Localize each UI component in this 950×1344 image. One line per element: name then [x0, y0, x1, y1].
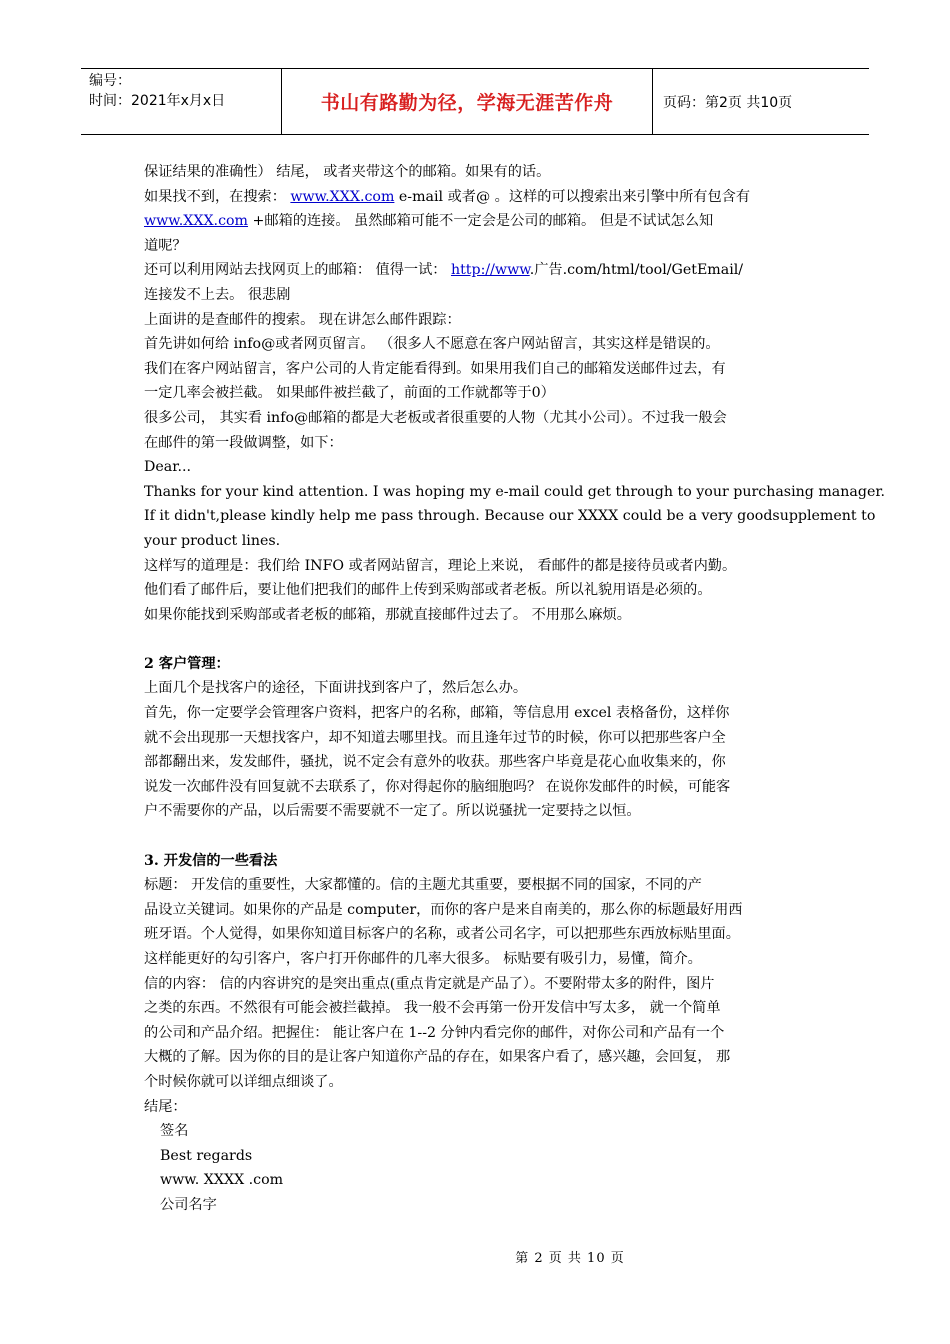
page-header [81, 68, 869, 135]
body-line: 这样能更好的勾引客户，客户打开你邮件的几率大很多。 标贴要有吸引力，易懂，简介。 [144, 951, 702, 967]
body-line: 品设立关键词。如果你的产品是 computer，而你的客户是来自南美的，那么你的标题最好用西 [144, 901, 743, 918]
spacer [144, 824, 822, 849]
body-line: 户不需要你的产品，以后需要不需要就不一定了。所以说骚扰一定要持之以恒。 [144, 803, 641, 820]
body-line: 他们看了邮件后，要让他们把我们的邮件上传到采购部或者老板。所以礼貌用语是必须的。 [144, 582, 712, 599]
section-heading-cold-email: 3. 开发信的一些看法 [144, 852, 278, 869]
header-motto: 书山有路勤为径，学海无涯苦作舟 [282, 69, 653, 134]
body-line: 我们在客户网站留言，客户公司的人肯定能看得到。如果用我们自己的邮箱发送邮件过去，有 [144, 360, 726, 377]
body-line: 上面讲的是查邮件的搜索。 现在讲怎么邮件跟踪： [144, 311, 461, 328]
body-line: 很多公司， 其实看 info@邮箱的都是大老板或者很重要的人物（尤其小公司）。不过我一般会 [144, 409, 727, 426]
body-line: 连接发不上去。 很悲剧 [144, 286, 291, 303]
body-line: 部都翻出来，发发邮件，骚扰，说不定会有意外的收获。那些客户毕竟是花心血收集来的，你 [144, 754, 726, 771]
body-line: 上面几个是找客户的途径，下面讲找到客户了，然后怎么办。 [144, 680, 528, 697]
document-number-label: 编号： [89, 73, 131, 89]
body-line: 就不会出现那一天想找客户，却不知道去哪里找。而且逢年过节的时候，你可以把那些客户全 [144, 729, 726, 746]
signature-line: 公司名字 [160, 1196, 217, 1213]
signature-line: www. XXXX .com [160, 1172, 284, 1189]
body-line: 如果找不到，在搜索： www.XXX.com e-mail 或者@ 。这样的可以搜索出来引擎中所有包含有 [144, 188, 751, 205]
document-time-label: 时间：2021年x月x日 [89, 93, 226, 109]
page-footer: 第 2 页 共 10 页 [515, 1251, 625, 1266]
body-line: your product lines. [144, 532, 281, 549]
body-line: 之类的东西。不然很有可能会被拦截掉。 我一般不会再第一份开发信中写太多， 就一个简单 [144, 1000, 721, 1017]
body-line: Thanks for your kind attention. I was hoping my e-mail could get through to your purchasing manager. [144, 483, 886, 500]
body-line: 大概的了解。因为你的目的是让客户知道你产品的存在，如果客户看了，感兴趣，会回复， 那 [144, 1049, 731, 1066]
body-line: 道呢？ [144, 237, 187, 254]
header-page-number: 页码：第2页 共10页 [663, 94, 793, 111]
document-body [144, 160, 886, 1218]
body-line: 信的内容： 信的内容讲究的是突出重点(重点肯定就是产品了）。不要附带太多的附件，图片 [144, 975, 715, 992]
signature-line: 签名 [160, 1123, 189, 1140]
section-heading-customer-management: 2 客户管理： [144, 655, 230, 672]
body-line: 班牙语。个人觉得，如果你知道目标客户的名称，或者公司名字，可以把那些东西放标贴里面。 [144, 926, 740, 943]
signature-line: Best regards [160, 1147, 253, 1164]
body-line: 如果你能找到采购部或者老板的邮箱，那就直接邮件过去了。 不用那么麻烦。 [144, 606, 631, 623]
body-line: www.XXX.com +邮箱的连接。 虽然邮箱可能不一定会是公司的邮箱。 但是不试试怎么知 [144, 213, 714, 230]
body-line: 的公司和产品介绍。把握住： 能让客户在 1--2 分钟内看完你的邮件，对你公司和产品有一个 [144, 1024, 725, 1041]
xxx-site-link[interactable]: www.XXX.com [144, 213, 249, 230]
body-line: If it didn't,please kindly help me pass through. Because our XXXX could be a very goodsupplement to [144, 508, 876, 525]
body-line: 说发一次邮件没有回复就不去联系了，你对得起你的脑细胞吗？ 在说你发邮件的时候，可能客 [144, 778, 731, 795]
xxx-site-link[interactable]: www.XXX.com [290, 188, 395, 205]
body-line: 这样写的道理是：我们给 INFO 或者网站留言，理论上来说， 看邮件的都是接待员或者内勤。 [144, 557, 737, 574]
body-line: 保证结果的准确性） 结尾， 或者夹带这个的邮箱。如果有的话。 [144, 164, 551, 180]
spacer [144, 627, 822, 652]
header-meta [81, 69, 282, 134]
body-line: 首先讲如何给 info@或者网页留言。 （很多人不愿意在客户网站留言，其实这样是错误的。 [144, 336, 720, 353]
body-line: 标题： 开发信的重要性，大家都懂的。信的主题尤其重要，要根据不同的国家，不同的产 [144, 877, 702, 894]
body-line: Dear... [144, 459, 191, 476]
email-tool-link[interactable]: http://www [450, 262, 530, 279]
body-line: 结尾： [144, 1098, 187, 1115]
body-line: 在邮件的第一段做调整，如下： [144, 434, 343, 451]
body-line: 一定几率会被拦截。 如果邮件被拦截了，前面的工作就都等于0） [144, 385, 555, 402]
body-line: 还可以利用网站去找网页上的邮箱： 值得一试： http://www.广告.com/html/tool/GetEmail/ [144, 262, 744, 279]
body-line: 首先，你一定要学会管理客户资料，把客户的名称，邮箱，等信息用 excel 表格备份，这样你 [144, 705, 730, 722]
body-line: 个时候你就可以详细点细谈了。 [144, 1073, 343, 1090]
